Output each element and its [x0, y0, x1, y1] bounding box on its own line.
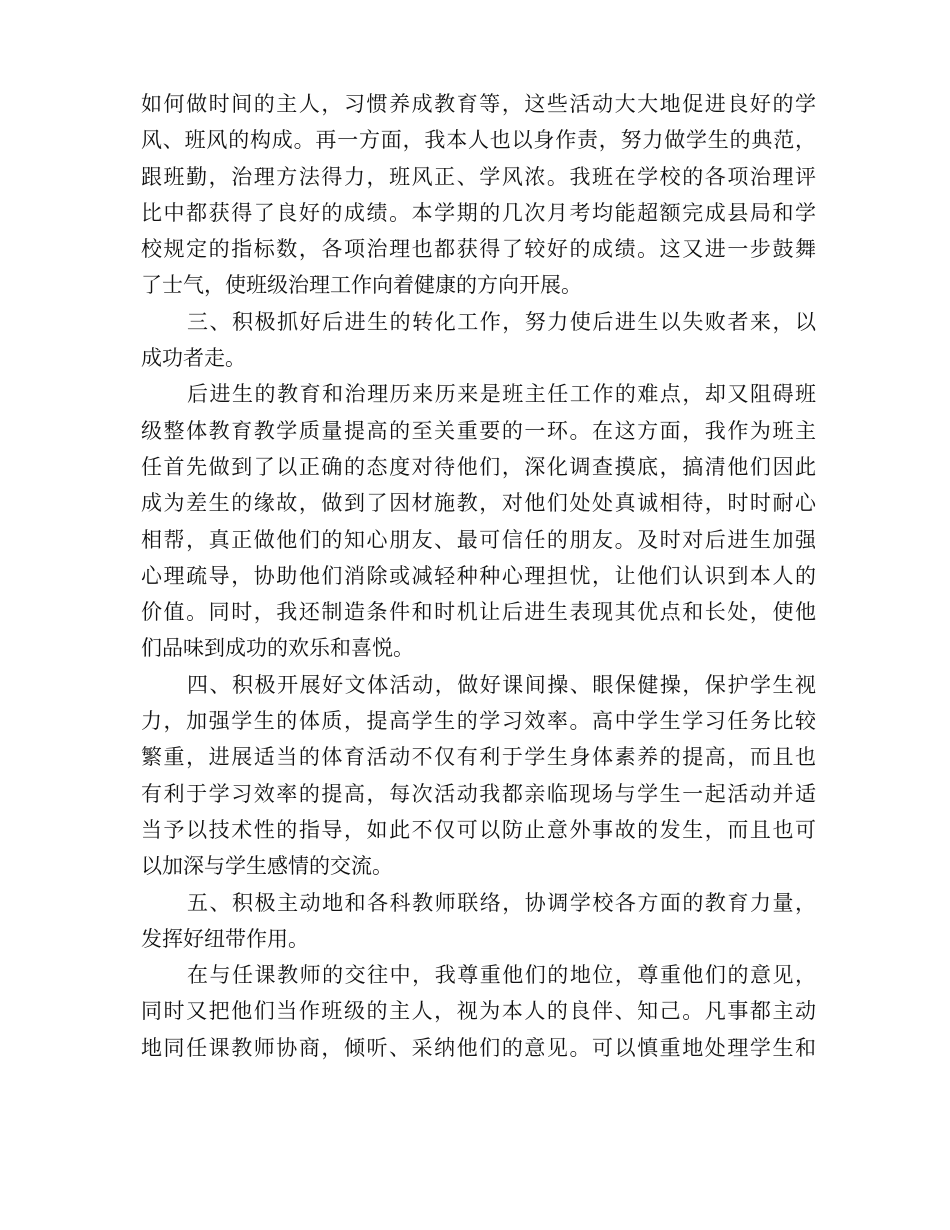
text-line: 如何做时间的主人，习惯养成教育等，这些活动大大地促进良好的学: [141, 92, 816, 116]
text-line: 成为差生的缘故，做到了因材施教，对他们处处真诚相待，时时耐心: [141, 491, 816, 516]
text-line: 地同任课教师协商，倾听、采纳他们的意见。可以慎重地处理学生和: [141, 1035, 816, 1060]
text-line: 以加深与学生感情的交流。: [141, 854, 393, 879]
text-line: 发挥好纽带作用。: [141, 926, 309, 951]
text-line: 后进生的教育和治理历来历来是班主任工作的难点，却又阻碍班: [187, 382, 816, 407]
text-line: 三、积极抓好后进生的转化工作，努力使后进生以失败者来，以: [187, 309, 816, 334]
text-line: 有利于学习效率的提高，每次活动我都亲临现场与学生一起活动并适: [141, 781, 816, 806]
text-line: 风、班风的构成。再一方面，我本人也以身作责，努力做学生的典范，: [141, 128, 816, 153]
text-line: 们品味到成功的欢乐和喜悦。: [141, 636, 414, 661]
text-line: 在与任课教师的交往中，我尊重他们的地位，尊重他们的意见，: [187, 963, 816, 988]
text-line: 任首先做到了以正确的态度对待他们，深化调查摸底，搞清他们因此: [141, 454, 816, 479]
text-line: 四、积极开展好文体活动，做好课间操、眼保健操，保护学生视: [187, 672, 816, 697]
text-line: 繁重，进展适当的体育活动不仅有利于学生身体素养的提高，而且也: [141, 745, 816, 770]
text-line: 力，加强学生的体质，提高学生的学习效率。高中学生学习任务比较: [141, 709, 816, 734]
document-body: [141, 86, 816, 1066]
text-line: 同时又把他们当作班级的主人，视为本人的良伴、知己。凡事都主动: [141, 999, 816, 1024]
text-line: 心理疏导，协助他们消除或减轻种种心理担忧，让他们认识到本人的: [141, 563, 816, 588]
text-line: 五、积极主动地和各科教师联络，协调学校各方面的教育力量，: [187, 890, 816, 915]
text-line: 了士气，使班级治理工作向着健康的方向开展。: [141, 273, 582, 298]
text-line: 跟班勤，治理方法得力，班风正、学风浓。我班在学校的各项治理评: [141, 164, 816, 189]
text-line: 相帮，真正做他们的知心朋友、最可信任的朋友。及时对后进生加强: [141, 527, 816, 552]
text-line: 成功者走。: [141, 346, 246, 371]
text-line: 比中都获得了良好的成绩。本学期的几次月考均能超额完成县局和学: [141, 200, 816, 225]
text-line: 当予以技术性的指导，如此不仅可以防止意外事故的发生，而且也可: [141, 817, 816, 842]
text-line: 校规定的指标数，各项治理也都获得了较好的成绩。这又进一步鼓舞: [141, 237, 816, 262]
text-line: 级整体教育教学质量提高的至关重要的一环。在这方面，我作为班主: [141, 418, 816, 443]
text-line: 价值。同时，我还制造条件和时机让后进生表现其优点和长处，使他: [141, 600, 816, 625]
